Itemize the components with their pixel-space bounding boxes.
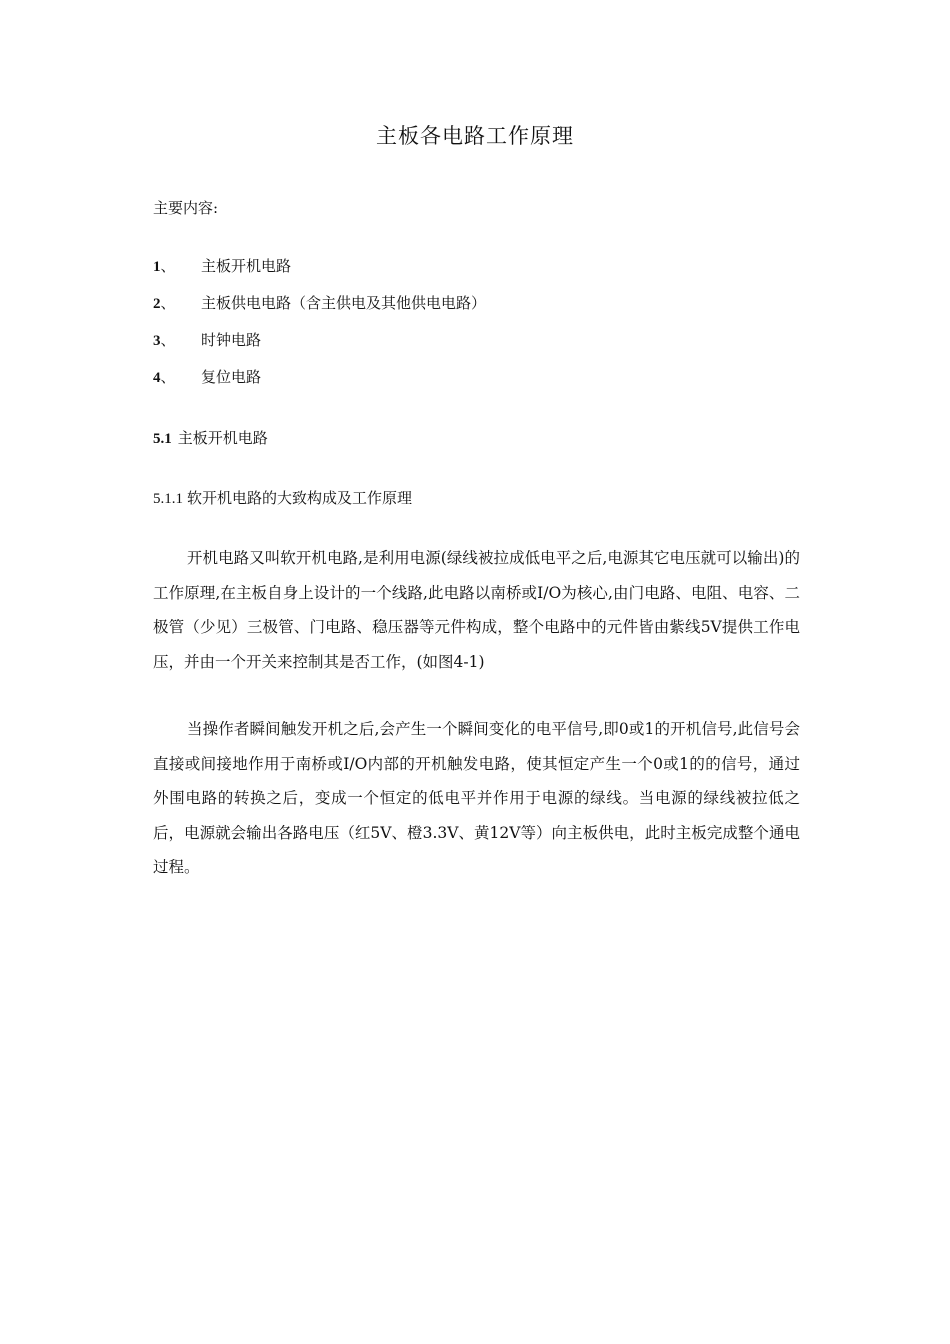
toc-item-label: 复位电路 [201, 368, 262, 386]
subsection-heading [153, 487, 412, 508]
toc-item-number: 2、 [153, 296, 176, 312]
toc-item-number: 3、 [153, 333, 176, 349]
toc-item-number: 1、 [153, 259, 176, 275]
toc-item [153, 292, 853, 329]
table-of-contents [153, 255, 853, 403]
toc-item-label: 时钟电路 [201, 331, 262, 349]
subsection-title: 软开机电路的大致构成及工作原理 [187, 489, 413, 507]
body-paragraph: 当操作者瞬间触发开机之后,会产生一个瞬间变化的电平信号,即0或1的开机信号,此信号会直接或间接地作用于南桥或I/O内部的开机触发电路，使其恒定产生一个0或1的的信号，通过外围电路的转换之后，变成一个恒定的低电平并作用于电源的绿线。当电源的绿线被拉低之后，电源就会输出各路电压（红5V、橙3.3V、黄12V等）向主板供电，此时主板完成整个通电过程。 [153, 720, 800, 876]
toc-item [153, 366, 853, 403]
toc-item-label: 主板开机电路 [201, 257, 292, 275]
toc-item [153, 255, 853, 292]
toc-item-label: 主板供电电路（含主供电及其他供电电路） [201, 294, 487, 312]
section-heading [153, 427, 268, 448]
section-title: 主板开机电路 [177, 429, 268, 447]
body-paragraph: 开机电路又叫软开机电路,是利用电源(绿线被拉成低电平之后,电源其它电压就可以输出)的工作原理,在主板自身上设计的一个线路,此电路以南桥或I/O为核心,由门电路、电阻、电容、二极管（少见）三极管、门电路、稳压器等元件构成，整个电路中的元件皆由紫线5V提供工作电压，并由一个开关来控制其是否工作，(如图4-1) [153, 549, 800, 671]
subsection-number: 5.1.1 [153, 491, 183, 507]
section-number: 5.1 [153, 431, 172, 447]
document-title: 主板各电路工作原理 [376, 124, 574, 148]
toc-item [153, 329, 853, 366]
contents-label: 主要内容: [153, 199, 219, 217]
toc-item-number: 4、 [153, 370, 176, 386]
